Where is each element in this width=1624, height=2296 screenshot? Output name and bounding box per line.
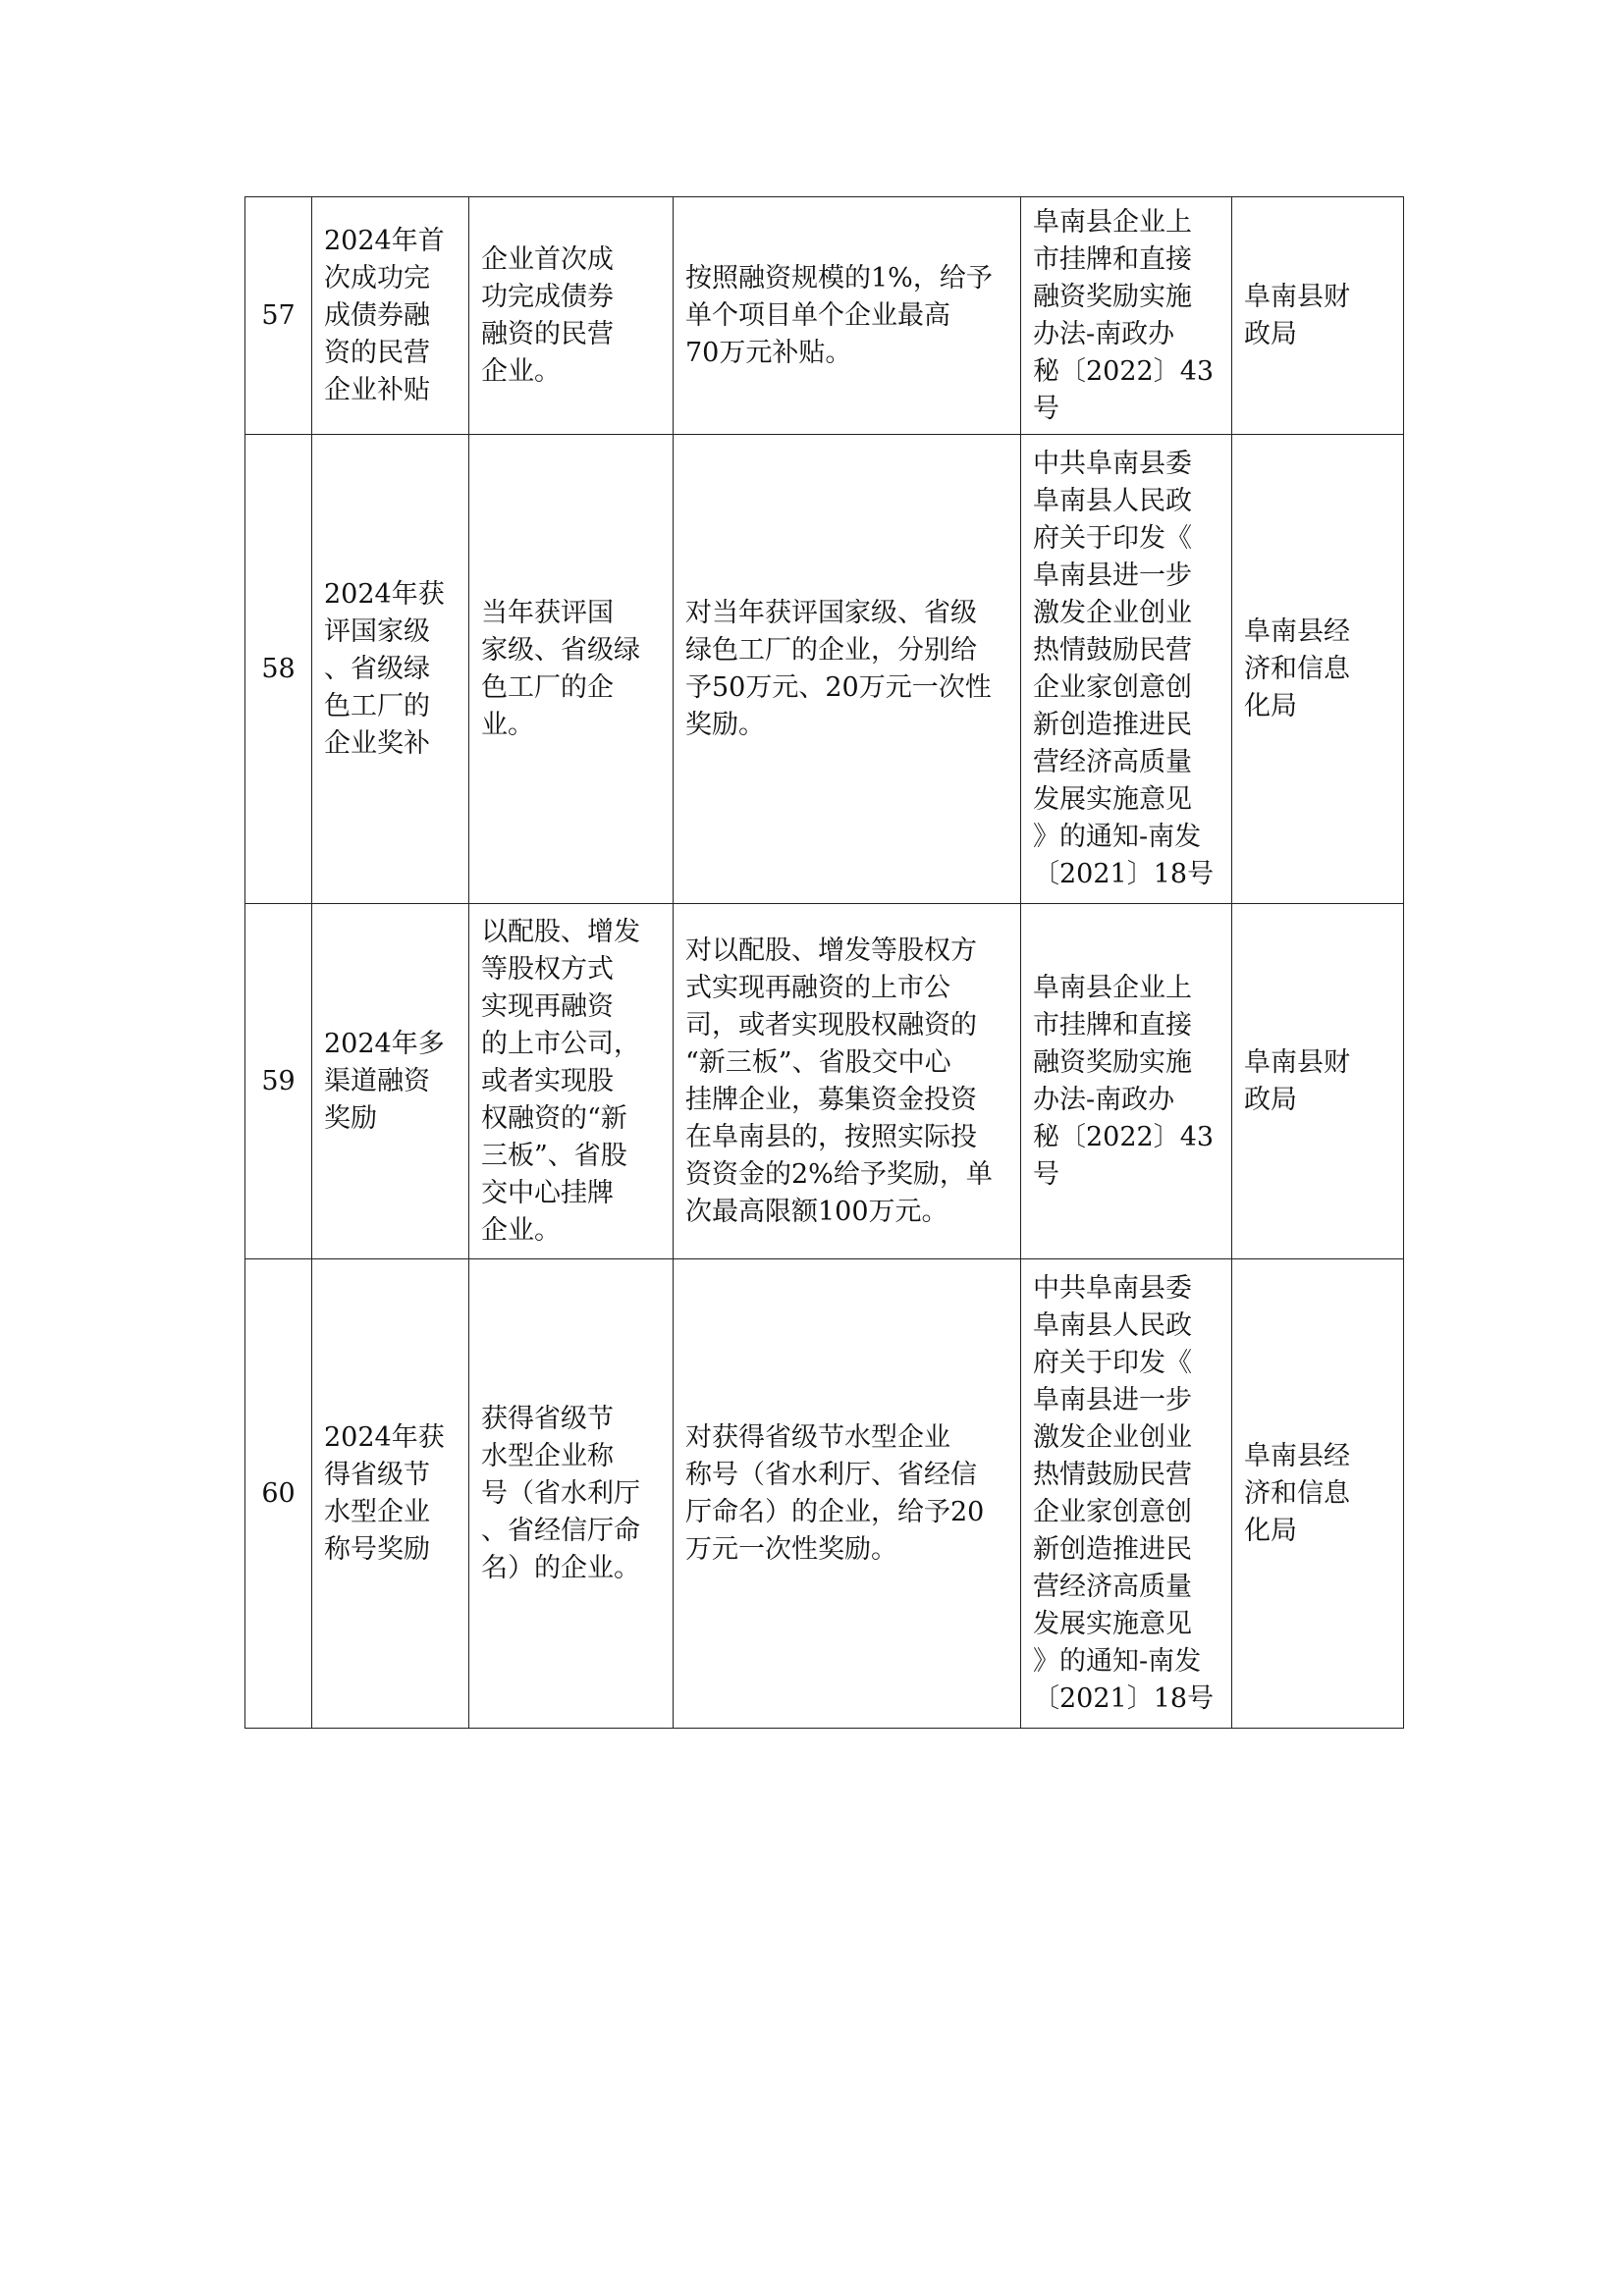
table-row [245,197,1404,435]
department-cell [1232,435,1404,904]
table-row [245,435,1404,904]
standard-cell [674,1259,1021,1729]
department-text: 阜南县财 政局 [1244,281,1350,349]
standard-text: 对获得省级节水型企业 称号（省水利厅、省经信 厅命名）的企业，给予20 万元一次性奖励。 [685,1421,985,1565]
basis-cell [1021,435,1232,904]
basis-text: 阜南县企业上 市挂牌和直接 融资奖励实施 办法-南政办 秘〔2022〕43 号 [1033,972,1215,1190]
department-text: 阜南县财 政局 [1244,1046,1350,1115]
project-name: 2024年首 次成功完 成债券融 资的民营 企业补贴 [324,225,445,405]
project-name-cell [312,904,469,1259]
target-cell [469,904,674,1259]
target-text: 企业首次成 功完成债券 融资的民营 企业。 [481,243,614,387]
row-number: 57 [261,299,296,331]
target-text: 当年获评国 家级、省级绿 色工厂的企 业。 [481,597,640,740]
project-name: 2024年获 评国家级 、省级绿 色工厂的 企业奖补 [324,578,445,759]
target-cell [469,197,674,435]
policy-table [244,196,1404,1729]
row-number-cell [245,435,312,904]
basis-text: 中共阜南县委 阜南县人民政 府关于印发《 阜南县进一步 激发企业创业 热情鼓励民营 企业家创意创 新创造推进民 营经济高质量 发展实施意见 》的通知-南发 〔2021〕18号 [1033,448,1215,889]
target-cell [469,1259,674,1729]
department-cell [1232,197,1404,435]
table-row [245,1259,1404,1729]
standard-cell [674,904,1021,1259]
department-cell [1232,1259,1404,1729]
standard-text: 对以配股、增发等股权方 式实现再融资的上市公 司，或者实现股权融资的 “新三板”、省股交中心 挂牌企业，募集资金投资 在阜南县的，按照实际投 资资金的2%给予奖励，单 次最高限额100万元。 [685,934,993,1227]
row-number-cell [245,197,312,435]
standard-cell [674,435,1021,904]
row-number-cell [245,904,312,1259]
table-row [245,904,1404,1259]
basis-cell [1021,197,1232,435]
basis-cell [1021,904,1232,1259]
department-text: 阜南县经 济和信息 化局 [1244,615,1350,721]
standard-text: 对当年获评国家级、省级 绿色工厂的企业，分别给 予50万元、20万元一次性 奖励。 [685,597,992,740]
basis-cell [1021,1259,1232,1729]
row-number: 59 [261,1065,296,1096]
standard-cell [674,197,1021,435]
project-name-cell [312,1259,469,1729]
row-number: 58 [261,653,296,684]
row-number-cell [245,1259,312,1729]
department-text: 阜南县经 济和信息 化局 [1244,1440,1350,1546]
project-name: 2024年多 渠道融资 奖励 [324,1028,445,1134]
row-number: 60 [261,1477,296,1509]
basis-text: 阜南县企业上 市挂牌和直接 融资奖励实施 办法-南政办 秘〔2022〕43 号 [1033,206,1215,424]
target-text: 以配股、增发 等股权方式 实现再融资 的上市公司， 或者实现股 权融资的“新 三板”、省股 交中心挂牌 企业。 [481,916,640,1246]
project-name-cell [312,197,469,435]
department-cell [1232,904,1404,1259]
standard-text: 按照融资规模的1%，给予 单个项目单个企业最高 70万元补贴。 [685,262,993,368]
project-name-cell [312,435,469,904]
project-name: 2024年获 得省级节 水型企业 称号奖励 [324,1421,445,1565]
target-text: 获得省级节 水型企业称 号（省水利厅 、省经信厅命 名）的企业。 [481,1403,640,1583]
basis-text: 中共阜南县委 阜南县人民政 府关于印发《 阜南县进一步 激发企业创业 热情鼓励民营 企业家创意创 新创造推进民 营经济高质量 发展实施意见 》的通知-南发 〔2021〕18号 [1033,1272,1215,1714]
target-cell [469,435,674,904]
